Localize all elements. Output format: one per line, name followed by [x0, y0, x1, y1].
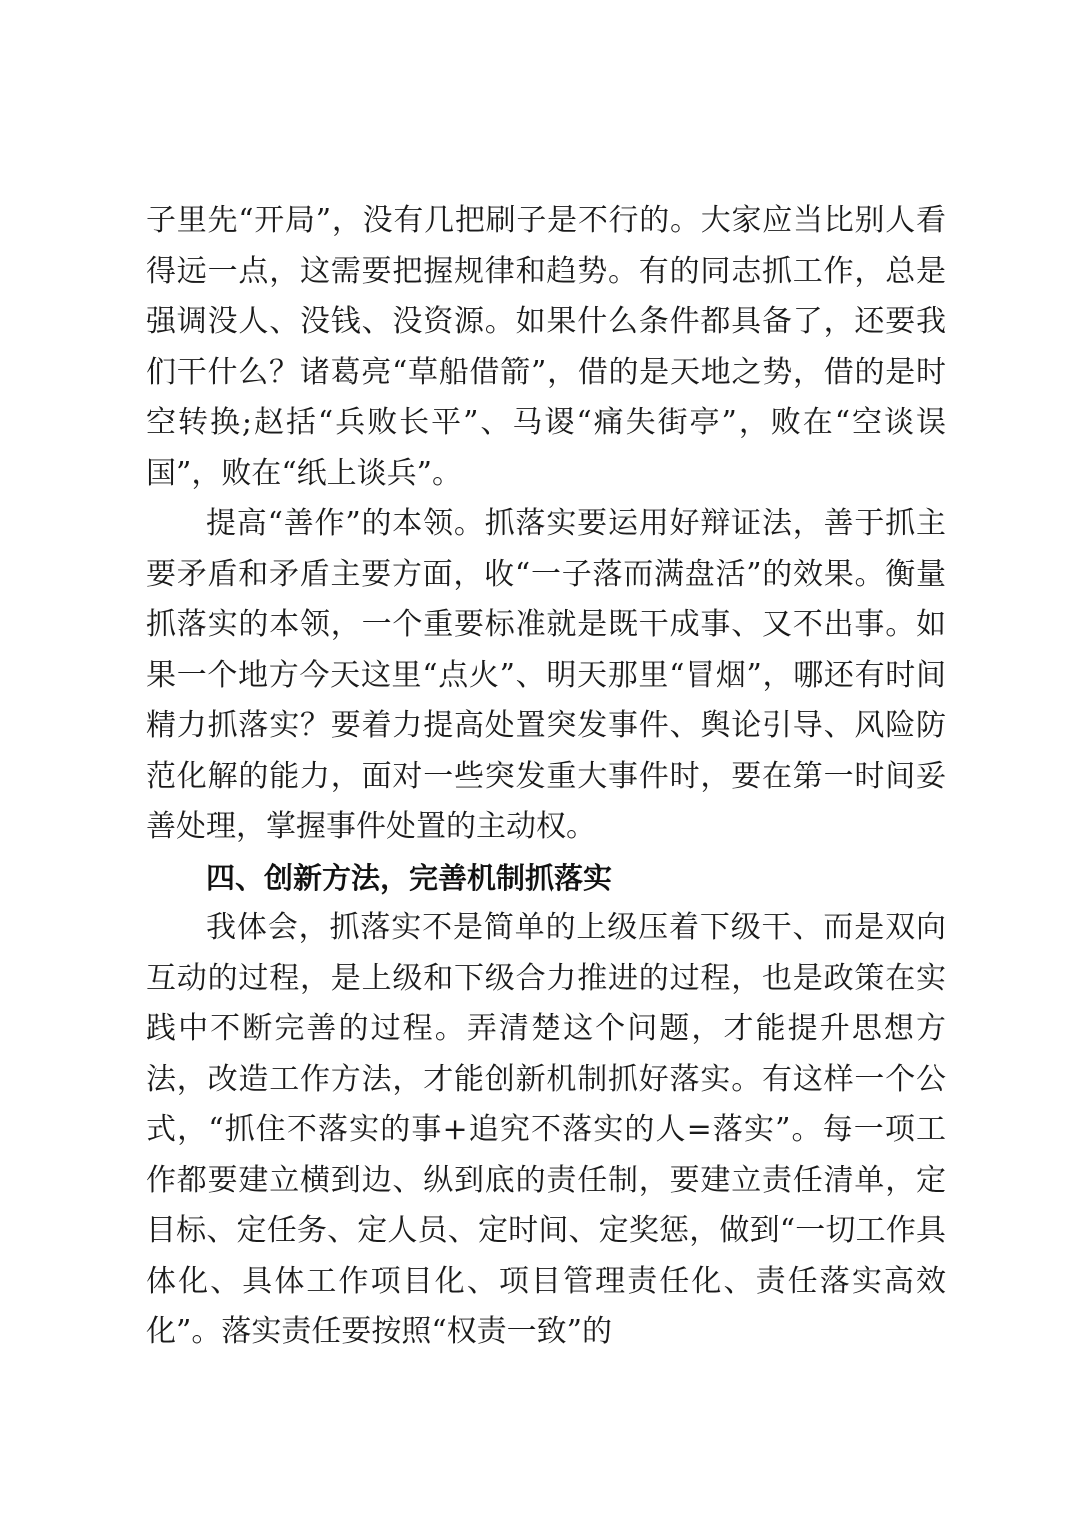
paragraph-innovate-methods: 我体会，抓落实不是简单的上级压着下级干、而是双向互动的过程，是上级和下级合力推进的过程，也是政策在实践中不断完善的过程。弄清楚这个问题，才能提升思想方法，改造工作方法，才能创新机制抓好落实。有这样一个公式，“抓住不落实的事+追究不落实的人=落实”。每一项工作都要建立横到边、纵到底的责任制，要建立责任清单，定目标、定任务、定人员、定时间、定奖惩，做到“一切工作具体化、具体工作项目化、项目管理责任化、责任落实高效化”。落实责任要按照“权责一致”的 [146, 910, 946, 1349]
document-body [146, 196, 946, 1358]
paragraph-continuation: 子里先“开局”，没有几把刷子是不行的。大家应当比别人看得远一点，这需要把握规律和趋势。有的同志抓工作，总是强调没人、没钱、没资源。如果什么条件都具备了，还要我们干什么？诸葛亮“草船借箭”，借的是天地之势，借的是时空转换;赵括“兵败长平”、马谡“痛失街亭”，败在“空谈误国”，败在“纸上谈兵”。 [146, 203, 946, 491]
section-heading-four: 四、创新方法，完善机制抓落实 [206, 860, 613, 895]
paragraph-ability-to-act: 提高“善作”的本领。抓落实要运用好辩证法，善于抓主要矛盾和矛盾主要方面，收“一子落而满盘活”的效果。衡量抓落实的本领，一个重要标准就是既干成事、又不出事。如果一个地方今天这里“点火”、明天那里“冒烟”，哪还有时间精力抓落实？要着力提高处置突发事件、舆论引导、风险防范化解的能力，面对一些突发重大事件时，要在第一时间妥善处理，掌握事件处置的主动权。 [146, 506, 946, 844]
